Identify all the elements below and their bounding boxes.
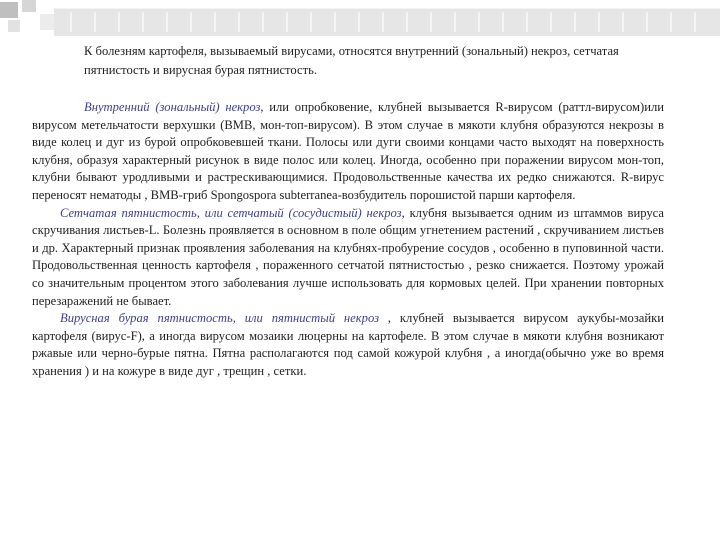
term-brown-spot: Вирусная бурая пятнистость, или пятнистый некроз xyxy=(60,311,379,326)
slide-content xyxy=(32,42,664,381)
term-net-spot: Сетчатая пятнистость, или сетчатый (сосудистый) некроз xyxy=(60,205,402,220)
decor-band xyxy=(54,8,720,36)
paragraph-text: , или опробковение, клубней вызывается R-вирусом (раттл-вирусом)или вирусом метельчатости верхушки (ВМВ, мон-топ-вирусом). В этом случае в мякоти клубня образуются некрозы в виде колец и дуг из бурой опробковевшей ткани. Полосы или дуги своими концами часто выходят на поверхность клубня, образуя характерный рисунок в виде полос или колец. Иногда, особенно при поражении вирусом мон-топ, клубни бывают уродливыми и растрескивающимися. Продовольственные качества их редко снижаются. R-вирус переносят нематоды , ВМВ-гриб Spongospora subterranea-возбудитель порошистой парши картофеля. xyxy=(32,100,664,202)
decor-square xyxy=(0,2,18,18)
paragraph-text: , клубня вызывается одним из штаммов вируса скручивания листьев-L. Болезнь проявляется в основном в поле общим угнетением растений , скручиванием листьев и др. Характерный признак проявления заболевания на клубнях-пробурение сосудов , особенно в пуповинной части. Продовольственная ценность картофеля , пораженного сетчатой пятнистостью , резко снижается. Поэтому урожай со значительным процентом этого заболевания лучше использовать для кормовых целей. При хранении повторных перезаражений не бывает. xyxy=(32,205,664,308)
decor-square xyxy=(40,14,54,30)
decor-square xyxy=(22,0,36,12)
paragraph-brown-spot xyxy=(32,310,664,380)
slide-decoration xyxy=(0,0,720,40)
intro-text: К болезням картофеля, вызываемый вирусами, относятся внутренний (зональный) некроз, сетчатая пятнистость и вирусная бурая пятнистость. xyxy=(84,44,619,77)
term-internal-necrosis: Внутренний (зональный) некроз xyxy=(84,100,261,114)
paragraph-internal-necrosis xyxy=(32,99,664,205)
paragraph-text: , клубней вызывается вирусом аукубы-мозайки картофеля (вирус-F), а иногда вирусом мозаики люцерны на картофеле. В этом случае в мякоти клубня возникают ржавые или черно-бурые пятна. Пятна располагаются под самой кожурой клубня , а иногда(обычно уже во время хранения ) и на кожуре в виде дуг , трещин , сетки. xyxy=(32,311,664,378)
body-text xyxy=(32,99,664,381)
paragraph-net-spot xyxy=(32,205,664,311)
decor-square xyxy=(8,20,20,32)
